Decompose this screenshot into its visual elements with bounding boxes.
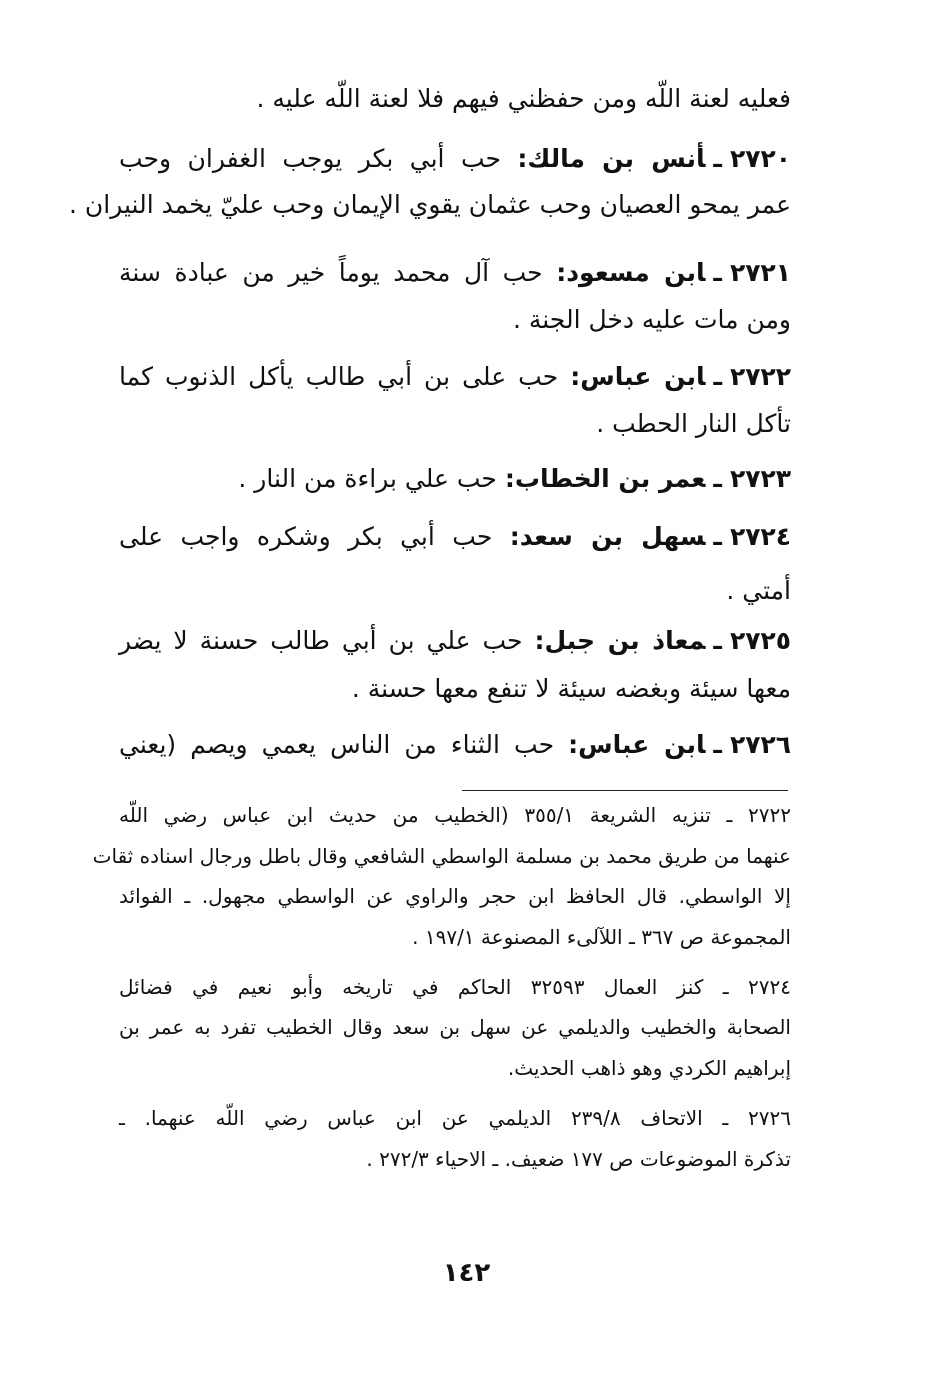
hadith-dash: ـ xyxy=(713,464,722,493)
hadith-number: ٢٧٢٦ xyxy=(729,730,791,759)
hadith-number: ٢٧٢٢ xyxy=(729,362,792,391)
footnote-line: الصحابة والخطيب والديلمي عن سهل بن سعد وقال الخطيب تفرد به عمر بن xyxy=(119,1015,791,1039)
text-line: ومن مات عليه دخل الجنة . xyxy=(512,305,791,334)
footnote-line: المجموعة ص ٣٦٧ ـ اللآلىء المصنوعة ١٩٧/١ . xyxy=(412,925,791,949)
footnote-separator xyxy=(462,790,788,791)
hadith-number: ٢٧٢٠ xyxy=(729,144,791,173)
text-line: معها سيئة وبغضه سيئة لا تنفع معها حسنة . xyxy=(351,674,791,703)
text-line: تأكل النار الحطب . xyxy=(596,409,791,438)
hadith-number: ٢٧٢٥ xyxy=(729,626,791,655)
text-line: أمتي . xyxy=(726,576,791,605)
narrator-name: عمر بن الخطاب: xyxy=(504,464,706,493)
footnote-line: ٢٧٢٦ ـ الاتحاف ٢٣٩/٨ الديلمي عن ابن عباس رضي اللّه عنهما. ـ xyxy=(119,1106,792,1130)
narrator-name: ابن عباس: xyxy=(568,730,706,759)
footnote-line: ٢٧٢٢ ـ تنزيه الشريعة ٣٥٥/١ (الخطيب من حديث ابن عباس رضي اللّه xyxy=(119,803,792,827)
hadith-2720-first-line xyxy=(119,146,791,171)
text-line: عمر يمحو العصيان وحب عثمان يقوي الإيمان وحب عليّ يخمد النيران . xyxy=(69,190,791,219)
hadith-dash: ـ xyxy=(713,362,722,391)
hadith-text: حب على بن أبي طالب يأكل الذنوب كما xyxy=(119,362,559,391)
hadith-text: حب علي براءة من النار . xyxy=(238,464,497,493)
hadith-text: حب أبي بكر وشكره واجب على xyxy=(119,522,493,551)
hadith-number: ٢٧٢٣ xyxy=(729,464,791,493)
narrator-name: ابن عباس: xyxy=(570,362,706,391)
hadith-2722-first-line xyxy=(119,364,791,389)
hadith-2721-first-line xyxy=(119,260,791,285)
hadith-2723-first-line xyxy=(119,466,791,491)
hadith-dash: ـ xyxy=(713,730,722,759)
footnote-line: إبراهيم الكردي وهو ذاهب الحديث. xyxy=(507,1056,791,1080)
footnote-line: تذكرة الموضوعات ص ١٧٧ ضعيف. ـ الاحياء ٢٧٢/٣ . xyxy=(366,1147,791,1171)
narrator-name: معاذ بن جبل: xyxy=(534,626,706,655)
footnote-line: عنهما من طريق محمد بن مسلمة الواسطي الشافعي وقال باطل ورجال اسناده ثقات xyxy=(92,844,791,868)
hadith-text: حب الثناء من الناس يعمي ويصم (يعني xyxy=(119,730,555,759)
hadith-number: ٢٧٢١ xyxy=(729,258,791,287)
footnote-line: ٢٧٢٤ ـ كنز العمال ٣٢٥٩٣ الحاكم في تاريخه وأبو نعيم في فضائل xyxy=(119,975,791,999)
hadith-text: حب آل محمد يوماً خير من عبادة سنة xyxy=(119,258,543,287)
hadith-dash: ـ xyxy=(713,258,722,287)
footnote-line: إلا الواسطي. قال الحافظ ابن حجر والراوي عن الواسطي مجهول. ـ الفوائد xyxy=(119,884,791,908)
page-number: ١٤٢ xyxy=(442,1258,491,1288)
hadith-dash: ـ xyxy=(713,626,722,655)
hadith-dash: ـ xyxy=(713,522,722,551)
hadith-number: ٢٧٢٤ xyxy=(729,522,792,551)
hadith-2725-first-line xyxy=(119,628,791,653)
text-line: فعليه لعنة اللّه ومن حفظني فيهم فلا لعنة اللّه عليه . xyxy=(256,84,791,113)
narrator-name: ابن مسعود: xyxy=(556,258,706,287)
hadith-2724-first-line xyxy=(119,524,791,549)
hadith-text: حب أبي بكر يوجب الغفران وحب xyxy=(119,144,501,173)
hadith-2726-first-line xyxy=(119,732,791,757)
hadith-text: حب علي بن أبي طالب حسنة لا يضر xyxy=(119,626,523,655)
narrator-name: أنس بن مالك: xyxy=(517,144,706,173)
hadith-dash: ـ xyxy=(713,144,722,173)
narrator-name: سهل بن سعد: xyxy=(509,522,706,551)
